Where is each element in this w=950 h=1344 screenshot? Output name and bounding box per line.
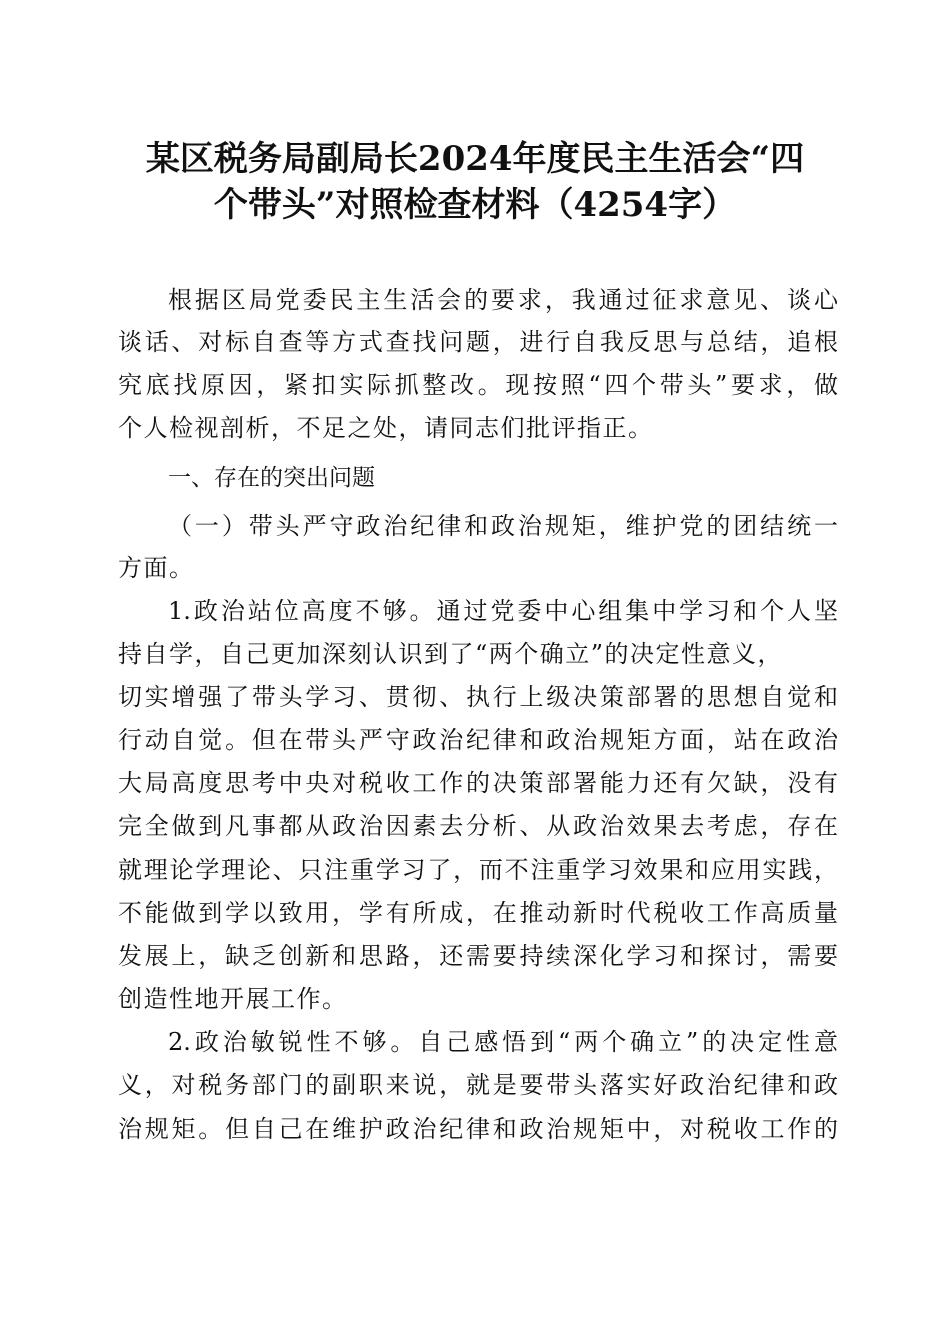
body-line: 个人检视剖析，不足之处，请同志们批评指正。	[118, 414, 654, 442]
section-heading: 一、存在的突出问题	[168, 465, 375, 491]
body-line: 义，对税务部门的副职来说，就是要带头落实好政治纪律和政	[118, 1071, 838, 1099]
body-line: 根据区局党委民主生活会的要求，我通过征求意见、谈心	[168, 286, 838, 314]
subsection-heading-cont: 方面。	[118, 554, 195, 582]
body-line: 不能做到学以致用，学有所成，在推动新时代税收工作高质量	[118, 899, 838, 927]
title-line-1: 某区税务局副局长2024年度民主生活会“四	[145, 139, 805, 179]
body-line: 就理论学理论、只注重学习了，而不注重学习效果和应用实践，	[118, 856, 838, 884]
subsection-heading: （一）带头严守政治纪律和政治规矩，维护党的团结统一	[168, 512, 838, 540]
body-line: 发展上，缺乏创新和思路，还需要持续深化学习和探讨，需要	[118, 942, 838, 970]
body-line: 持自学，自己更加深刻认识到了“两个确立”的决定性意义，	[118, 640, 784, 668]
body-line: 创造性地开展工作。	[118, 985, 348, 1013]
body-line: 大局高度思考中央对税收工作的决策部署能力还有欠缺，没有	[118, 769, 838, 797]
body-line: 1.政治站位高度不够。通过党委中心组集中学习和个人坚	[168, 597, 838, 625]
document-title	[100, 136, 850, 228]
body-line: 究底找原因，紧扣实际抓整改。现按照“四个带头”要求，做	[118, 371, 838, 399]
body-line: 2.政治敏锐性不够。自己感悟到“两个确立”的决定性意	[168, 1028, 838, 1056]
body-line: 切实增强了带头学习、贯彻、执行上级决策部署的思想自觉和	[118, 683, 838, 711]
body-line: 行动自觉。但在带头严守政治纪律和政治规矩方面，站在政治	[118, 726, 838, 754]
body-line: 完全做到凡事都从政治因素去分析、从政治效果去考虑，存在	[118, 812, 838, 840]
body-line: 治规矩。但自己在维护政治纪律和政治规矩中，对税收工作的	[118, 1115, 838, 1143]
body-line: 谈话、对标自查等方式查找问题，进行自我反思与总结，追根	[118, 328, 838, 356]
title-line-2: 个带头”对照检查材料（4254字）	[213, 185, 737, 225]
